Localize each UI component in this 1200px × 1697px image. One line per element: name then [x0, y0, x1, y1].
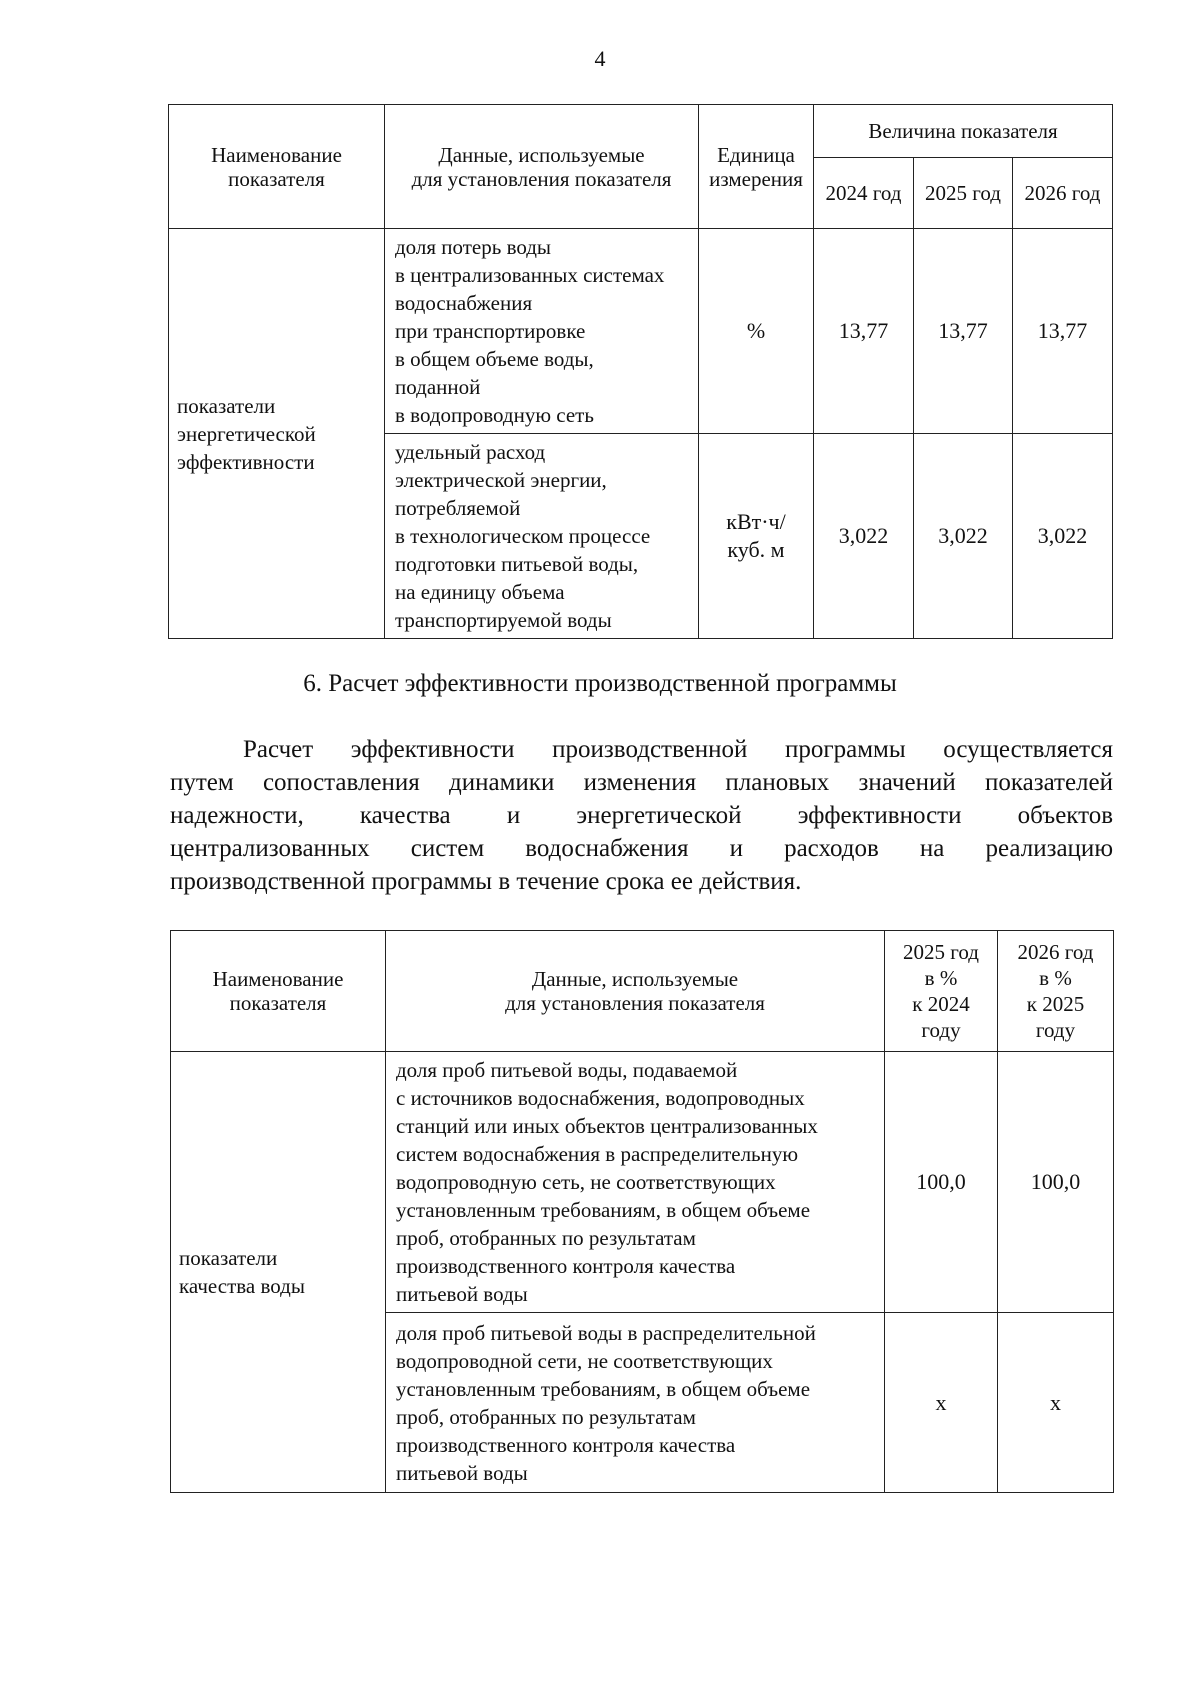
- header-indicator-name: Наименование показателя: [169, 105, 385, 229]
- header-unit: Единица измерения: [699, 105, 814, 229]
- value-2026: 3,022: [1013, 434, 1113, 639]
- row-description: доля проб питьевой воды в распределительной водопроводной сети, не соответствующих установленным требованиям, в общем объеме проб, отобранных по результатам производственного контроля качества питьевой воды: [386, 1313, 885, 1493]
- paragraph-line: производственной программы в течение срока ее действия.: [170, 868, 802, 895]
- table-row: [169, 229, 1113, 434]
- paragraph-line: централизованных систем водоснабжения и расходов на реализацию: [170, 835, 1113, 862]
- value-2025: 3,022: [914, 434, 1013, 639]
- value-2024: 13,77: [814, 229, 914, 434]
- value-2026: х: [998, 1313, 1114, 1493]
- paragraph-line: путем сопоставления динамики изменения плановых значений показателей: [170, 769, 1113, 796]
- row-description: доля проб питьевой воды, подаваемой с источников водоснабжения, водопроводных станций или иных объектов централизованных систем водоснабжения в распределительную водопроводную сеть, не соответствующих установленным требованиям, в общем объеме проб, отобранных по результатам производственного контроля качества питьевой воды: [386, 1052, 885, 1313]
- value-2025: х: [885, 1313, 998, 1493]
- row-unit: кВт·ч/ куб. м: [699, 434, 814, 639]
- row-description: удельный расход электрической энергии, потребляемой в технологическом процессе подготовки питьевой воды, на единицу объема транспортируемой воды: [385, 434, 699, 639]
- energy-efficiency-table: [168, 104, 1113, 639]
- header-2026-vs-2025: 2026 год в % к 2025 году: [998, 931, 1114, 1052]
- header-value-group: Величина показателя: [814, 105, 1113, 158]
- paragraph: [170, 733, 1113, 898]
- header-year-2024: 2024 год: [814, 158, 914, 229]
- efficiency-calculation-table: [170, 930, 1114, 1493]
- header-2025-vs-2024: 2025 год в % к 2024 году: [885, 931, 998, 1052]
- header-source-data: Данные, используемые для установления показателя: [385, 105, 699, 229]
- header-year-2025: 2025 год: [914, 158, 1013, 229]
- paragraph-line: Расчет эффективности производственной программы осуществляется: [243, 736, 1113, 763]
- header-source-data: Данные, используемые для установления показателя: [386, 931, 885, 1052]
- group-label-energy: показатели энергетической эффективности: [169, 229, 385, 639]
- page-number: 4: [594, 46, 606, 71]
- header-year-2026: 2026 год: [1013, 158, 1113, 229]
- section-title: 6. Расчет эффективности производственной программы: [303, 670, 897, 697]
- value-2025: 13,77: [914, 229, 1013, 434]
- value-2026: 13,77: [1013, 229, 1113, 434]
- row-description: доля потерь воды в централизованных системах водоснабжения при транспортировке в общем объеме воды, поданной в водопроводную сеть: [385, 229, 699, 434]
- table-row: [171, 1052, 1114, 1313]
- group-label-water-quality: показатели качества воды: [171, 1052, 386, 1493]
- row-unit: %: [699, 229, 814, 434]
- header-indicator-name: Наименование показателя: [171, 931, 386, 1052]
- value-2025: 100,0: [885, 1052, 998, 1313]
- value-2024: 3,022: [814, 434, 914, 639]
- paragraph-line: надежности, качества и энергетической эффективности объектов: [170, 802, 1113, 829]
- value-2026: 100,0: [998, 1052, 1114, 1313]
